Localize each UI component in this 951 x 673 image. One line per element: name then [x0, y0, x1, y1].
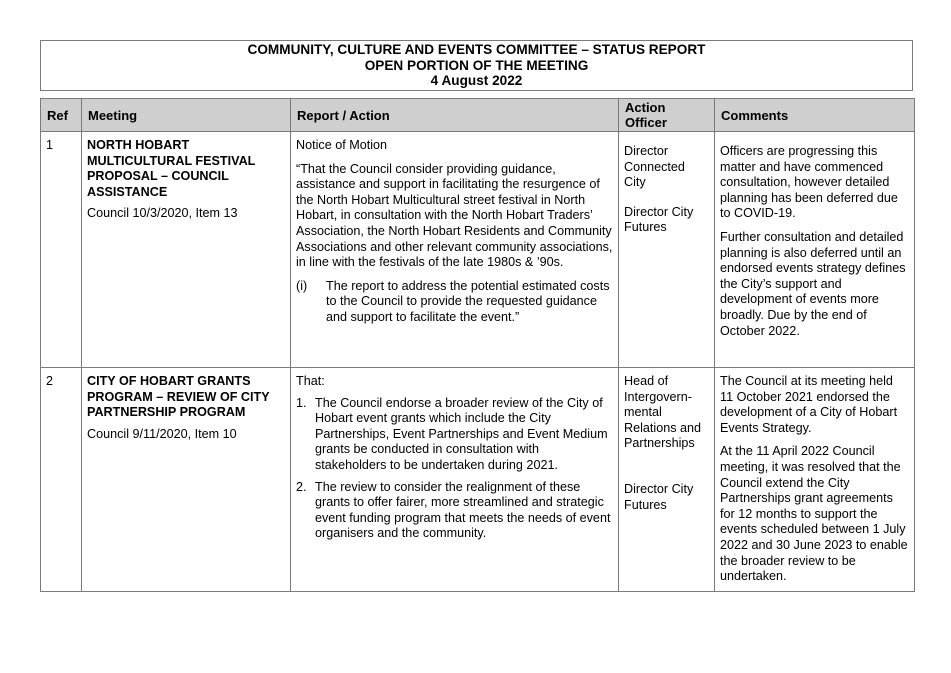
comment-paragraph: At the 11 April 2022 Council meeting, it was resolved that the Council extend the City Partnerships grant agreements for 12 months to support the events scheduled between 1 July 2022 and 30 June 2023 to enable the broader review to be undertaken. — [720, 444, 908, 584]
cell-ref: 1 — [41, 132, 82, 368]
action-officer-secondary: Director City Futures — [624, 204, 694, 235]
column-header-report: Report / Action — [291, 99, 619, 132]
report-motion-text: “That the Council consider providing guidance, assistance and support in facilitating the resurgence of the North Hobart Multicultural street festival in North Hobart, in consultation with the North Hobart Traders’ Association, the North Hobart Residents and Community Associations and other relevant community associations, in line with the festivals of the late 1980s & ’90s. — [296, 161, 613, 270]
cell-meeting — [82, 132, 291, 368]
meeting-reference: Council 9/11/2020, Item 10 — [87, 426, 237, 441]
status-report-table — [40, 98, 915, 592]
report-item-number: 2. — [296, 479, 307, 494]
comment-paragraph: Officers are progressing this matter and have commenced consultation, however detailed planning has been deferred due to COVID-19. — [720, 144, 898, 221]
report-list-item — [296, 480, 613, 542]
cell-report-action — [291, 368, 619, 592]
column-header-comments: Comments — [715, 99, 915, 132]
cell-action-officer — [619, 368, 715, 592]
action-officer-secondary: Director City Futures — [624, 481, 694, 512]
meeting-title: NORTH HOBART MULTICULTURAL FESTIVAL PROPOSAL – COUNCIL ASSISTANCE — [87, 138, 256, 199]
column-header-ref: Ref — [41, 99, 82, 132]
report-item-text: The report to address the potential estimated costs to the Council to provide the requested guidance and support to facilitate the event.” — [326, 278, 610, 324]
table-row — [41, 132, 915, 368]
report-subtitle: OPEN PORTION OF THE MEETING — [364, 57, 589, 73]
report-heading: That: — [296, 374, 325, 388]
report-item-text: The Council endorse a broader review of the City of Hobart event grants which include the City Partnerships, Event Partnerships and Event Medium grants be conducted in consultation with stakeholders to be undertaken during 2021. — [315, 395, 608, 472]
report-heading: Notice of Motion — [296, 138, 387, 152]
report-item-number: 1. — [296, 395, 307, 410]
table-header-row — [41, 99, 915, 132]
meeting-reference: Council 10/3/2020, Item 13 — [87, 206, 238, 221]
meeting-title: CITY OF HOBART GRANTS PROGRAM – REVIEW OF CITY PARTNERSHIP PROGRAM — [87, 374, 270, 420]
cell-report-action — [291, 132, 619, 368]
column-header-action-officer: Action Officer — [619, 99, 715, 132]
cell-meeting — [82, 368, 291, 592]
report-title: COMMUNITY, CULTURE AND EVENTS COMMITTEE – STATUS REPORT — [247, 42, 706, 57]
cell-action-officer — [619, 132, 715, 368]
report-item-text: The review to consider the realignment of these grants to offer fairer, more streamlined and strategic event funding program that meets the needs of event organisers and the community. — [315, 479, 611, 541]
action-officer-primary: Head of Intergovern-mental Relations and Partnerships — [624, 374, 702, 451]
cell-ref: 2 — [41, 368, 82, 592]
cell-comments — [715, 132, 915, 368]
cell-comments — [715, 368, 915, 592]
report-list-item — [296, 396, 613, 474]
comment-paragraph: The Council at its meeting held 11 October 2021 endorsed the development of a City of Hobart Events Strategy. — [720, 374, 898, 435]
comment-paragraph: Further consultation and detailed planning is also deferred until an endorsed events strategy defines the City’s support and development of events more broadly. Due by the end of October 2022. — [720, 229, 906, 338]
report-item-number: (i) — [296, 278, 308, 293]
report-date: 4 August 2022 — [430, 73, 523, 88]
report-list-item — [296, 279, 613, 326]
action-officer-primary: Director Connected City — [624, 144, 685, 190]
column-header-meeting: Meeting — [82, 99, 291, 132]
table-row — [41, 368, 915, 592]
report-title-box — [40, 40, 913, 91]
